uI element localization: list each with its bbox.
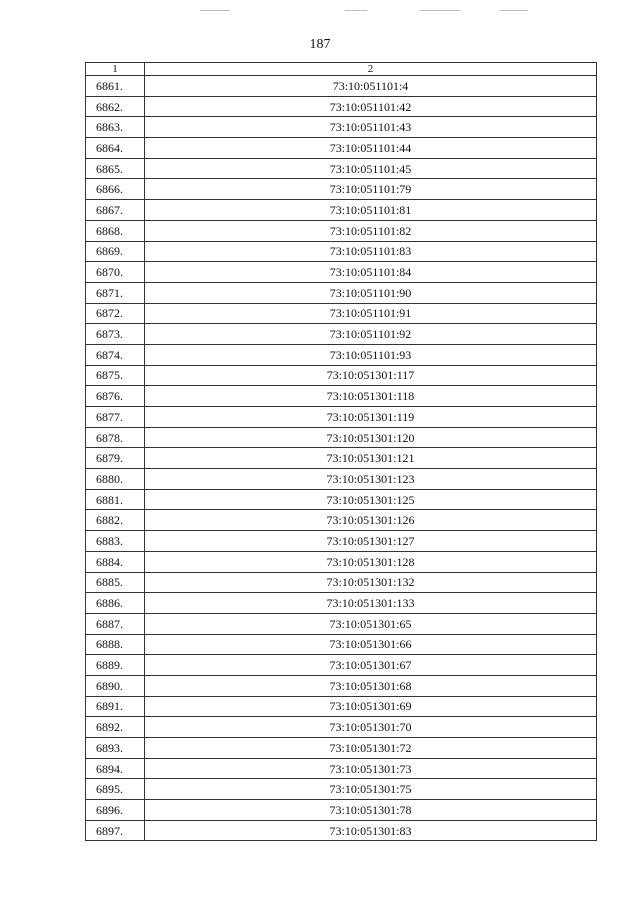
row-number-cell: 6885. — [86, 572, 145, 593]
cadastral-number-cell: 73:10:051301:127 — [145, 531, 597, 552]
row-number-cell: 6879. — [86, 448, 145, 469]
table-row — [86, 448, 597, 469]
cadastral-number-cell: 73:10:051101:93 — [145, 344, 597, 365]
cadastral-number-cell: 73:10:051301:132 — [145, 572, 597, 593]
row-number-cell: 6872. — [86, 303, 145, 324]
table-body — [86, 76, 597, 841]
table-row — [86, 303, 597, 324]
cadastral-number-cell: 73:10:051301:128 — [145, 551, 597, 572]
cadastral-number-cell: 73:10:051301:67 — [145, 655, 597, 676]
table-row — [86, 241, 597, 262]
cadastral-number-cell: 73:10:051301:121 — [145, 448, 597, 469]
table-row — [86, 117, 597, 138]
cadastral-number-cell: 73:10:051101:79 — [145, 179, 597, 200]
cadastral-number-cell: 73:10:051301:69 — [145, 696, 597, 717]
row-number-cell: 6870. — [86, 262, 145, 283]
cadastral-number-cell: 73:10:051101:43 — [145, 117, 597, 138]
cadastral-number-cell: 73:10:051101:44 — [145, 138, 597, 159]
column-header-cadastral-number: 2 — [145, 63, 597, 76]
table-row — [86, 758, 597, 779]
row-number-cell: 6892. — [86, 717, 145, 738]
table-row — [86, 593, 597, 614]
row-number-cell: 6878. — [86, 427, 145, 448]
scan-speck — [420, 10, 460, 11]
table-row — [86, 386, 597, 407]
row-number-cell: 6881. — [86, 489, 145, 510]
cadastral-number-cell: 73:10:051301:133 — [145, 593, 597, 614]
table-row — [86, 800, 597, 821]
row-number-cell: 6880. — [86, 469, 145, 490]
cadastral-number-cell: 73:10:051301:73 — [145, 758, 597, 779]
cadastral-number-cell: 73:10:051101:4 — [145, 76, 597, 97]
table-row — [86, 634, 597, 655]
row-number-cell: 6884. — [86, 551, 145, 572]
cadastral-number-cell: 73:10:051301:65 — [145, 613, 597, 634]
cadastral-number-cell: 73:10:051301:120 — [145, 427, 597, 448]
scan-speck — [500, 10, 528, 11]
cadastral-number-cell: 73:10:051301:70 — [145, 717, 597, 738]
table-header-row — [86, 63, 597, 76]
row-number-cell: 6864. — [86, 138, 145, 159]
cadastral-number-cell: 73:10:051301:66 — [145, 634, 597, 655]
cadastral-number-cell: 73:10:051301:68 — [145, 675, 597, 696]
row-number-cell: 6866. — [86, 179, 145, 200]
row-number-cell: 6862. — [86, 96, 145, 117]
row-number-cell: 6895. — [86, 779, 145, 800]
table-row — [86, 344, 597, 365]
table-row — [86, 179, 597, 200]
row-number-cell: 6896. — [86, 800, 145, 821]
table-row — [86, 324, 597, 345]
table-row — [86, 738, 597, 759]
table-row — [86, 407, 597, 428]
table-row — [86, 510, 597, 531]
table-row — [86, 138, 597, 159]
row-number-cell: 6876. — [86, 386, 145, 407]
row-number-cell: 6882. — [86, 510, 145, 531]
row-number-cell: 6894. — [86, 758, 145, 779]
table-row — [86, 469, 597, 490]
cadastral-number-cell: 73:10:051301:123 — [145, 469, 597, 490]
table-row — [86, 76, 597, 97]
row-number-cell: 6889. — [86, 655, 145, 676]
row-number-cell: 6874. — [86, 344, 145, 365]
table-row — [86, 572, 597, 593]
cadastral-number-cell: 73:10:051301:83 — [145, 820, 597, 841]
table-row — [86, 717, 597, 738]
row-number-cell: 6868. — [86, 220, 145, 241]
row-number-cell: 6867. — [86, 200, 145, 221]
cadastral-number-cell: 73:10:051101:81 — [145, 200, 597, 221]
row-number-cell: 6875. — [86, 365, 145, 386]
table-row — [86, 96, 597, 117]
table-row — [86, 489, 597, 510]
table-row — [86, 551, 597, 572]
row-number-cell: 6891. — [86, 696, 145, 717]
cadastral-number-cell: 73:10:051101:82 — [145, 220, 597, 241]
row-number-cell: 6886. — [86, 593, 145, 614]
row-number-cell: 6890. — [86, 675, 145, 696]
table-row — [86, 675, 597, 696]
row-number-cell: 6871. — [86, 282, 145, 303]
column-header-index: 1 — [86, 63, 145, 76]
table-row — [86, 365, 597, 386]
table-row — [86, 282, 597, 303]
table-row — [86, 158, 597, 179]
parcel-table — [85, 62, 597, 841]
cadastral-number-cell: 73:10:051301:119 — [145, 407, 597, 428]
cadastral-number-cell: 73:10:051101:90 — [145, 282, 597, 303]
row-number-cell: 6869. — [86, 241, 145, 262]
cadastral-number-cell: 73:10:051301:78 — [145, 800, 597, 821]
cadastral-number-cell: 73:10:051301:125 — [145, 489, 597, 510]
table-row — [86, 200, 597, 221]
row-number-cell: 6863. — [86, 117, 145, 138]
row-number-cell: 6897. — [86, 820, 145, 841]
row-number-cell: 6865. — [86, 158, 145, 179]
table-row — [86, 613, 597, 634]
table-row — [86, 427, 597, 448]
row-number-cell: 6887. — [86, 613, 145, 634]
scan-speck — [200, 10, 230, 11]
table-row — [86, 655, 597, 676]
cadastral-number-cell: 73:10:051101:83 — [145, 241, 597, 262]
cadastral-number-cell: 73:10:051101:92 — [145, 324, 597, 345]
table-row — [86, 220, 597, 241]
cadastral-number-cell: 73:10:051301:72 — [145, 738, 597, 759]
cadastral-number-cell: 73:10:051101:84 — [145, 262, 597, 283]
row-number-cell: 6893. — [86, 738, 145, 759]
table-row — [86, 779, 597, 800]
cadastral-number-cell: 73:10:051301:75 — [145, 779, 597, 800]
row-number-cell: 6877. — [86, 407, 145, 428]
cadastral-number-cell: 73:10:051301:118 — [145, 386, 597, 407]
cadastral-number-cell: 73:10:051101:42 — [145, 96, 597, 117]
cadastral-number-cell: 73:10:051101:45 — [145, 158, 597, 179]
row-number-cell: 6861. — [86, 76, 145, 97]
table-row — [86, 262, 597, 283]
row-number-cell: 6873. — [86, 324, 145, 345]
page-number: 187 — [309, 37, 331, 52]
cadastral-number-cell: 73:10:051101:91 — [145, 303, 597, 324]
scan-speck — [345, 10, 367, 11]
cadastral-number-cell: 73:10:051301:126 — [145, 510, 597, 531]
table-row — [86, 820, 597, 841]
table-row — [86, 531, 597, 552]
row-number-cell: 6883. — [86, 531, 145, 552]
row-number-cell: 6888. — [86, 634, 145, 655]
cadastral-number-cell: 73:10:051301:117 — [145, 365, 597, 386]
table-row — [86, 696, 597, 717]
